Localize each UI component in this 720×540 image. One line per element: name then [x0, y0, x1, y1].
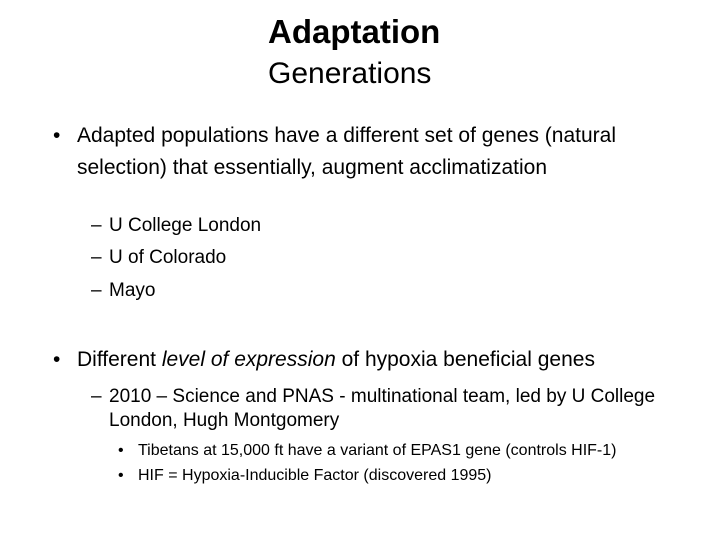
- sub-sub-bullet-tibetans: [118, 439, 698, 462]
- dash-marker: –: [91, 247, 102, 268]
- dash-marker: –: [91, 215, 102, 236]
- sub-sub-bullet-text: HIF = Hypoxia-Inducible Factor (discovered 1995): [138, 467, 492, 484]
- bullet-adapted-populations: [53, 120, 693, 184]
- bullet-marker-small: •: [118, 442, 124, 459]
- title-block: [268, 10, 648, 94]
- bullet-text: [77, 344, 693, 376]
- sub-bullet-text: U College London: [109, 215, 262, 236]
- sub-bullet-u-college-london: [91, 214, 691, 238]
- bullet-text-after: of hypoxia beneficial genes: [335, 348, 595, 371]
- sub-bullet-mayo: [91, 279, 691, 303]
- sub-bullet-text: Mayo: [109, 280, 156, 301]
- bullet-text-emphasis: level of expression: [161, 348, 336, 371]
- bullet-level-of-expression: [53, 344, 693, 376]
- sub-bullet-u-of-colorado: [91, 246, 691, 270]
- slide-subtitle: Generations: [268, 57, 432, 90]
- bullet-marker: •: [53, 124, 61, 147]
- dash-marker: –: [91, 386, 102, 407]
- bullet-text: Adapted populations have a different set of genes (natural selection) that essentially, augment acclimatization: [77, 124, 616, 179]
- sub-bullet-2010-study: [91, 385, 691, 433]
- dash-marker: –: [91, 280, 102, 301]
- sub-sub-bullet-text: Tibetans at 15,000 ft have a variant of EPAS1 gene (controls HIF-1): [138, 442, 617, 459]
- slide-title: Adaptation: [268, 13, 441, 50]
- bullet-text-before: Different: [77, 348, 162, 371]
- sub-bullet-text: 2010 – Science and PNAS - multinational team, led by U College London, Hugh Montgomery: [109, 386, 656, 431]
- sub-bullet-text: U of Colorado: [109, 247, 227, 268]
- sub-sub-bullet-hif: [118, 464, 698, 487]
- bullet-marker-small: •: [118, 467, 124, 484]
- bullet-marker: •: [53, 348, 61, 371]
